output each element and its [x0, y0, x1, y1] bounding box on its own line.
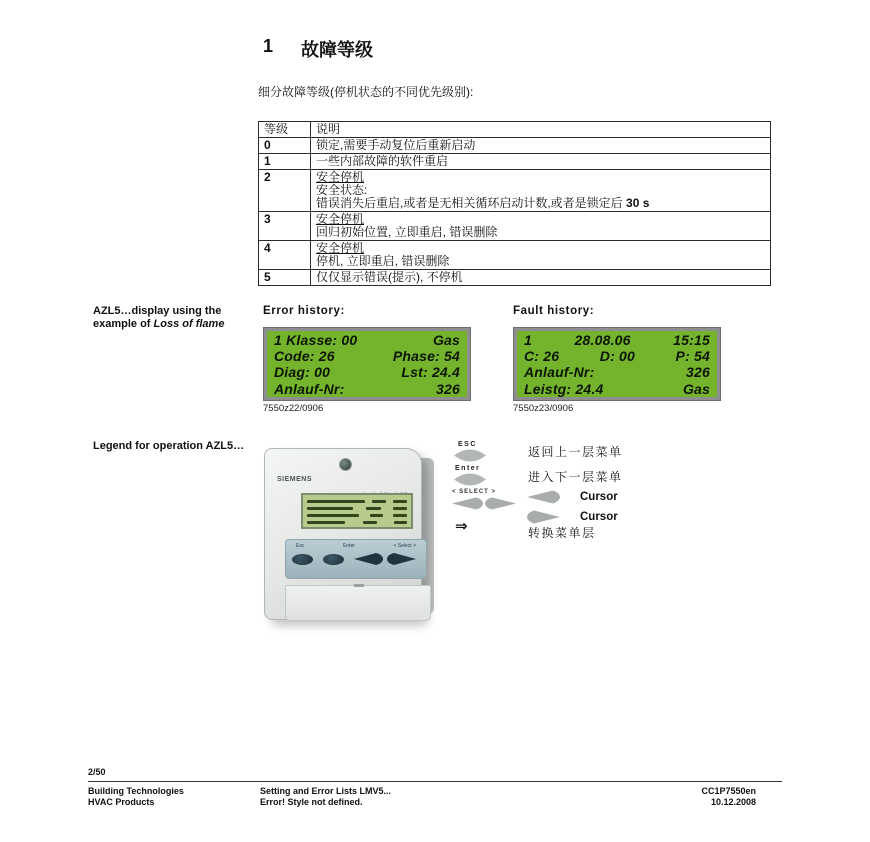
error-history-heading: Error history: [263, 305, 345, 317]
level-cell: 5 [259, 270, 311, 286]
table-row [259, 170, 771, 212]
level-cell: 2 [259, 170, 311, 212]
cursor-right-arrow-icon [527, 510, 560, 524]
description-line: 安全停机 [316, 241, 365, 255]
lcd-line: Leistg: 24.4 Gas [524, 380, 710, 397]
intro-text: 细分故障等级(停机状态的不同优先级别): [258, 85, 474, 99]
error-display-caption: 7550z22/0906 [263, 403, 324, 414]
device-select-buttons [354, 552, 416, 566]
description-segment: 错误消失后重启,或者是无相关循环启动计数,或者是锁定后 [316, 196, 627, 210]
table-row [259, 212, 771, 241]
menu-level-arrow-icon: ⇒ [455, 518, 468, 535]
device-esc-label: Esc [296, 543, 305, 549]
section-heading [263, 36, 373, 62]
level-cell: 1 [259, 154, 311, 170]
section-number: 1 [263, 36, 274, 56]
page-number: 2/50 [88, 767, 106, 777]
description-cell [311, 212, 771, 241]
description-line: 一些内部故障的软件重启 [316, 154, 449, 168]
esc-key-icon [454, 449, 486, 462]
device-lcd-screen [301, 493, 413, 529]
lcd-text-row [307, 512, 407, 519]
section-title: 故障等级 [301, 40, 374, 60]
col-header-description: 说明 [311, 122, 771, 138]
cursor-left-label: Cursor [580, 491, 618, 503]
description-cell [311, 270, 771, 286]
description-cell [311, 170, 771, 212]
device-body [264, 448, 422, 620]
menu-level-description: 转换菜单层 [528, 526, 596, 540]
description-cell [311, 154, 771, 170]
description-line: 停机, 立即重启, 错误删除 [316, 254, 450, 268]
footer-right [640, 786, 756, 808]
level-cell: 4 [259, 241, 311, 270]
level-cell: 3 [259, 212, 311, 241]
footer-left [88, 786, 184, 808]
description-cell [311, 138, 771, 154]
device-bottom-flap [285, 585, 431, 621]
esc-key-label: ESC [458, 441, 477, 448]
note-text: AZL5…display using the example of [93, 305, 222, 330]
lcd-text-row [307, 505, 407, 512]
fault-display-caption: 7550z23/0906 [513, 403, 574, 414]
device-select-label: < Select > [393, 543, 416, 549]
table-row [259, 138, 771, 154]
footer-divider [88, 781, 782, 782]
display-example-note [93, 305, 249, 330]
legend-title: Legend for operation AZL5… [93, 440, 245, 452]
lcd-line: C: 26 D: 00 P: 54 [524, 348, 710, 365]
description-line: 回归初始位置, 立即重启, 错误删除 [316, 225, 498, 239]
select-keys-label: < SELECT > [452, 489, 497, 495]
fault-history-heading: Fault history: [513, 305, 595, 317]
device-button-panel [285, 539, 427, 579]
esc-description: 返回上一层菜单 [528, 445, 623, 459]
description-line: 安全停机 [316, 170, 365, 184]
description-line: 锁定,需要手动复位后重新启动 [316, 138, 476, 152]
note-italic-text: Loss of flame [153, 317, 225, 330]
footer-org-line1: Building Technologies [88, 786, 184, 796]
cursor-left-arrow-icon [527, 490, 560, 504]
enter-description: 进入下一层菜单 [528, 470, 623, 484]
table-row [259, 154, 771, 170]
footer-center [260, 786, 391, 808]
lcd-line: 1 Klasse: 00 Gas [274, 332, 460, 348]
device-brand-label: SIEMENS [277, 476, 313, 483]
col-header-level: 等级 [259, 122, 311, 138]
footer-doc-title: Setting and Error Lists LMV5... [260, 786, 392, 796]
footer-org-line2: HVAC Products [88, 797, 155, 807]
error-history-display [264, 328, 470, 400]
fault-level-table [258, 121, 771, 286]
description-segment-bold: 30 s [626, 196, 650, 210]
description-line: 安全停机 [316, 212, 365, 226]
enter-key-label: Enter [455, 465, 481, 472]
footer-doc-subtitle: Error! Style not defined. [260, 797, 363, 807]
lcd-text-row [307, 519, 407, 526]
fault-history-display [514, 328, 720, 400]
description-cell [311, 241, 771, 270]
device-esc-button [292, 554, 313, 565]
azl5-device-photo [250, 444, 450, 626]
lcd-line: Anlauf-Nr: 326 [274, 380, 460, 397]
enter-key-icon [454, 473, 486, 486]
table-row [259, 241, 771, 270]
description-line: 仅仅显示错误(提示), 不停机 [316, 270, 463, 284]
description-line [316, 197, 765, 210]
table-header-row [259, 122, 771, 138]
lcd-line: Code: 26 Phase: 54 [274, 348, 460, 365]
footer-doc-code: CC1P7550en [701, 786, 756, 796]
cursor-right-label: Cursor [580, 511, 618, 523]
description-line: 安全状态: [316, 183, 368, 197]
screw-icon [339, 458, 352, 471]
table-row [259, 270, 771, 286]
level-cell: 0 [259, 138, 311, 154]
select-keys-icon [452, 497, 516, 510]
device-enter-button [323, 554, 344, 565]
device-enter-label: Enter [342, 543, 355, 549]
lcd-text-row [307, 498, 407, 505]
lcd-line: Anlauf-Nr: 326 [524, 364, 710, 381]
lcd-line: Diag: 00 Lst: 24.4 [274, 364, 460, 381]
footer-doc-date: 10.12.2008 [710, 797, 756, 807]
lcd-line: 1 28.08.06 15:15 [524, 332, 710, 348]
